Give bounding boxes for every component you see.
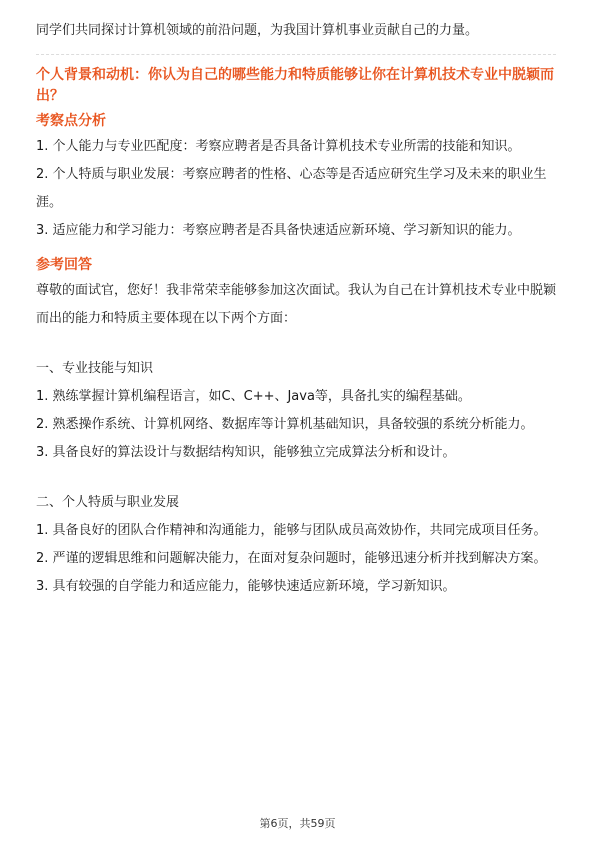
spacer: [36, 467, 556, 489]
answer-section-title: 二、个人特质与职业发展: [36, 495, 180, 510]
question-heading: 个人背景和动机：你认为自己的哪些能力和特质能够让你在计算机技术专业中脱颖而出？: [36, 67, 554, 104]
divider: [36, 54, 556, 55]
answer-item: 3. 具备良好的算法设计与数据结构知识，能够独立完成算法分析和设计。: [36, 445, 456, 460]
answer-item: 1. 熟练掌握计算机编程语言，如C、C++、Java等，具备扎实的编程基础。: [36, 389, 471, 404]
answer-opening: 尊敬的面试官，您好！我非常荣幸能够参加这次面试。我认为自己在计算机技术专业中脱颖而出的能力和特质主要体现在以下两个方面：: [36, 283, 557, 326]
spacer: [36, 333, 556, 355]
analysis-item: 1. 个人能力与专业匹配度：考察应聘者是否具备计算机技术专业所需的技能和知识。: [36, 139, 521, 154]
answer-item: 2. 熟悉操作系统、计算机网络、数据库等计算机基础知识，具备较强的系统分析能力。: [36, 417, 534, 432]
answer-item: 3. 具有较强的自学能力和适应能力，能够快速适应新环境，学习新知识。: [36, 579, 456, 594]
analysis-item: 3. 适应能力和学习能力：考察应聘者是否具备快速适应新环境、学习新知识的能力。: [36, 223, 521, 238]
answer-heading: 参考回答: [36, 257, 92, 273]
page-content: [36, 20, 556, 601]
answer-section-title: 一、专业技能与知识: [36, 361, 154, 376]
answer-item: 1. 具备良好的团队合作精神和沟通能力，能够与团队成员高效协作，共同完成项目任务。: [36, 523, 547, 538]
analysis-heading: 考察点分析: [36, 113, 106, 129]
intro-line: 同学们共同探讨计算机领域的前沿问题，为我国计算机事业贡献自己的力量。: [36, 23, 479, 38]
answer-item: 2. 严谨的逻辑思维和问题解决能力，在面对复杂问题时，能够迅速分析并找到解决方案。: [36, 551, 547, 566]
page-number: 第6页，共59页: [259, 817, 336, 830]
analysis-item: 2. 个人特质与职业发展：考察应聘者的性格、心态等是否适应研究生学习及未来的职业生涯。: [36, 167, 547, 210]
